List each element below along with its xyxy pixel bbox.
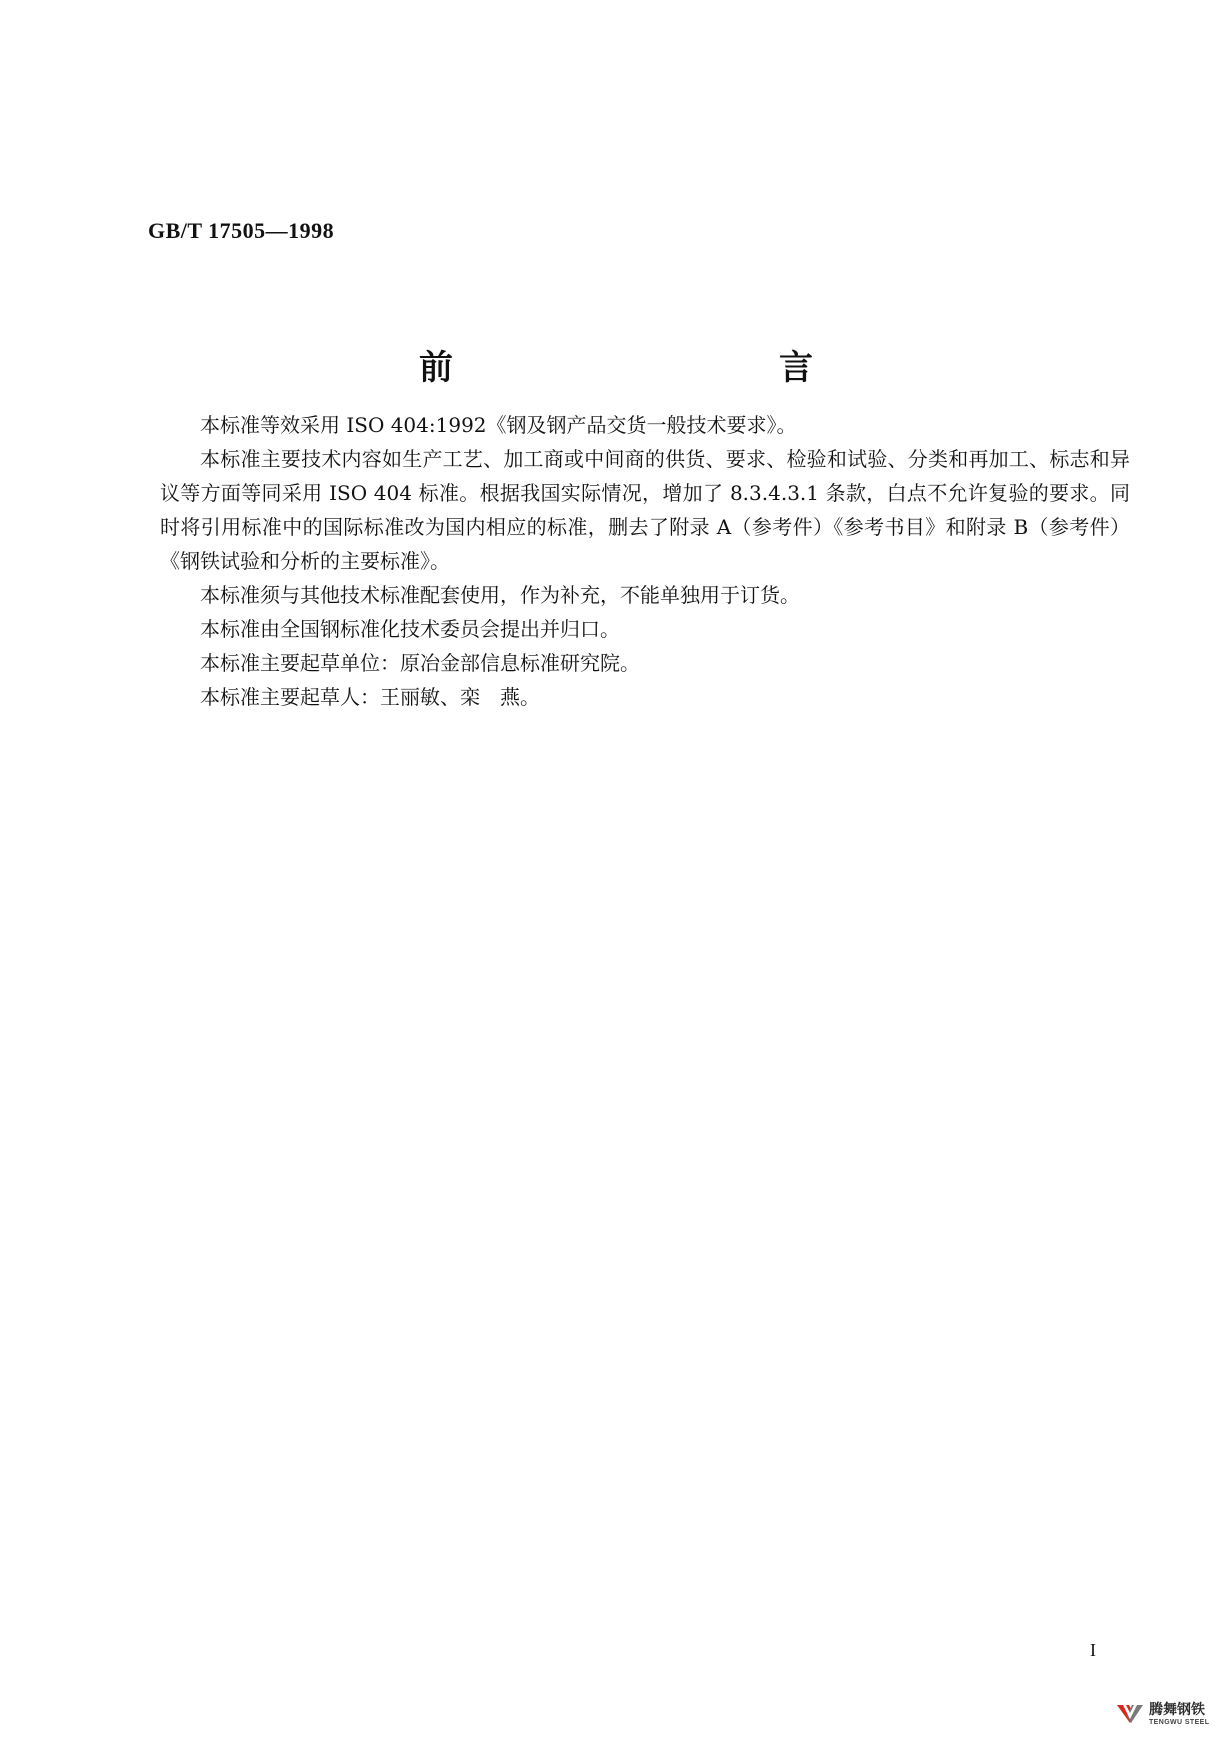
- section-title: 前 言: [419, 348, 899, 388]
- page-number: I: [1090, 1640, 1096, 1660]
- standard-code: GB/T 17505—1998: [148, 218, 335, 243]
- paragraph-adoption: 本标准等效采用 ISO 404:1992《钢及钢产品交货一般技术要求》。: [200, 413, 797, 437]
- watermark: [1115, 1701, 1209, 1727]
- watermark-name-en: TENGWU STEEL: [1149, 1718, 1210, 1726]
- paragraph-usage: 本标准须与其他技术标准配套使用，作为补充，不能单独用于订货。: [200, 583, 800, 607]
- watermark-name-cn: 腾舞钢铁: [1149, 1701, 1205, 1718]
- paragraph-proposer: 本标准由全国钢标准化技术委员会提出并归口。: [200, 617, 620, 641]
- tengwu-logo-icon: [1115, 1701, 1145, 1727]
- paragraph-drafting-unit: 本标准主要起草单位：原冶金部信息标准研究院。: [200, 651, 640, 675]
- paragraph-drafters: 本标准主要起草人：王丽敏、栾 燕。: [200, 685, 540, 709]
- paragraph-content: 本标准主要技术内容如生产工艺、加工商或中间商的供货、要求、检验和试验、分类和再加工、标志和异议等方面等同采用 ISO 404 标准。根据我国实际情况，增加了 8.3.4.3.1 条款，白点不允许复验的要求。同时将引用标准中的国际标准改为国内相应的标准，删去了附录 A（参考件）《参考书目》和附录 B（参考件）《钢铁试验和分析的主要标准》。: [160, 447, 1130, 573]
- foreword-body: [160, 408, 1130, 714]
